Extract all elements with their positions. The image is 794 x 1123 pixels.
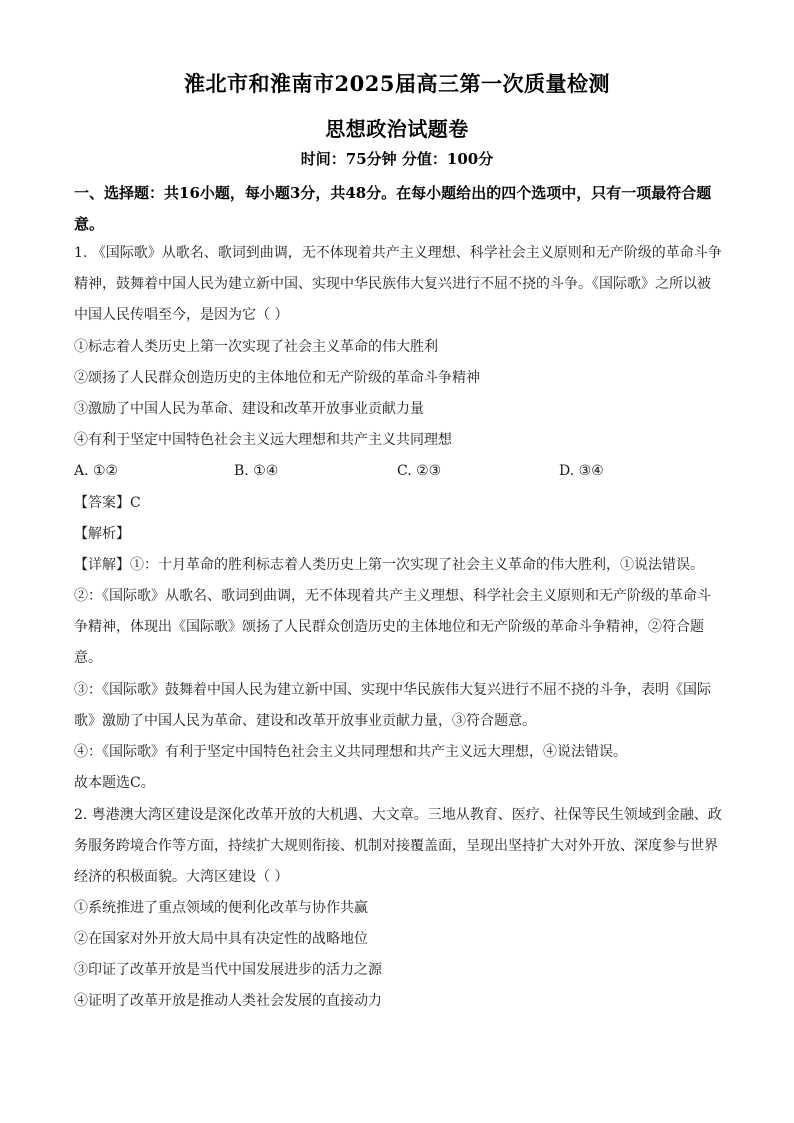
q1-detail-line: 意。 bbox=[74, 650, 102, 666]
q2-item: ②在国家对外开放大局中具有决定性的战略地位 bbox=[74, 931, 368, 947]
answer-label: 【答案】 bbox=[74, 495, 130, 511]
q1-detail-line: 【详解】①：十月革命的胜利标志着人类历史上第一次实现了社会主义革命的伟大胜利，①说法错误。 bbox=[74, 557, 704, 573]
q1-item: ①标志着人类历史上第一次实现了社会主义革命的伟大胜利 bbox=[74, 339, 438, 355]
q1-detail-line: 争精神，体现出《国际歌》颂扬了人民群众创造历史的主体地位和无产阶级的革命斗争精神，②符合题 bbox=[74, 619, 704, 635]
q1-detail-line: 故本题选C。 bbox=[74, 775, 155, 791]
q1-stem-line: 精神，鼓舞着中国人民为建立新中国、实现中华民族伟大复兴进行不屈不挠的斗争。《国际歌》之所以被 bbox=[74, 276, 711, 292]
q1-option-b[interactable]: B. ①④ bbox=[234, 463, 279, 479]
q1-detail-line: 歌》激励了中国人民为革命、建设和改革开放事业贡献力量，③符合题意。 bbox=[74, 713, 536, 729]
q1-option-c[interactable]: C. ②③ bbox=[397, 463, 442, 479]
q1-analysis-label: 【解析】 bbox=[74, 526, 130, 542]
q1-options bbox=[74, 461, 674, 481]
q2-item: ③印证了改革开放是当代中国发展进步的活力之源 bbox=[74, 962, 382, 978]
time-score-line: 时间：75分钟 分值：100分 bbox=[300, 150, 494, 168]
q1-answer bbox=[74, 493, 734, 513]
answer-value: C bbox=[130, 495, 141, 511]
q1-item: ②颂扬了人民群众创造历史的主体地位和无产阶级的革命斗争精神 bbox=[74, 370, 480, 386]
q1-option-a[interactable]: A. ①② bbox=[74, 463, 119, 479]
section-heading: 一、选择题：共16小题，每小题3分，共48分。在每小题给出的四个选项中，只有一项最符合题意。 bbox=[74, 184, 712, 233]
q1-stem-line: 1. 《国际歌》从歌名、歌词到曲调，无不体现着共产主义理想、科学社会主义原则和无产阶级的革命斗争 bbox=[74, 245, 722, 261]
q1-item: ③激励了中国人民为革命、建设和改革开放事业贡献力量 bbox=[74, 401, 424, 417]
q2-stem-line: 经济的积极面貌。大湾区建设（ ） bbox=[74, 869, 289, 885]
q1-item: ④有利于坚定中国特色社会主义远大理想和共产主义共同理想 bbox=[74, 432, 452, 448]
exam-subtitle: 思想政治试题卷 bbox=[325, 117, 469, 141]
q1-stem-line: 中国人民传唱至今，是因为它（ ） bbox=[74, 307, 289, 323]
q1-detail-line: ③：《国际歌》鼓舞着中国人民为建立新中国、实现中华民族伟大复兴进行不屈不挠的斗争，表明《国际 bbox=[74, 682, 711, 698]
q1-option-d[interactable]: D. ③④ bbox=[559, 463, 604, 479]
exam-title: 淮北市和淮南市2025届高三第一次质量检测 bbox=[184, 71, 610, 96]
q1-detail-line: ②：《国际歌》从歌名、歌词到曲调，无不体现着共产主义理想、科学社会主义原则和无产阶级的革命斗 bbox=[74, 588, 711, 604]
q2-stem-line: 务服务跨境合作等方面，持续扩大规则衔接、机制对接覆盖面，呈现出坚持扩大对外开放、深度参与世界 bbox=[74, 838, 718, 854]
q2-item: ④证明了改革开放是推动人类社会发展的直接动力 bbox=[74, 993, 382, 1009]
q2-item: ①系统推进了重点领域的便利化改革与协作共赢 bbox=[74, 900, 368, 916]
q1-detail-line: ④：《国际歌》有利于坚定中国特色社会主义共同理想和共产主义远大理想，④说法错误。 bbox=[74, 744, 627, 760]
q2-stem-line: 2. 粤港澳大湾区建设是深化改革开放的大机遇、大文章。三地从教育、医疗、社保等民生领域到金融、政 bbox=[74, 807, 722, 823]
